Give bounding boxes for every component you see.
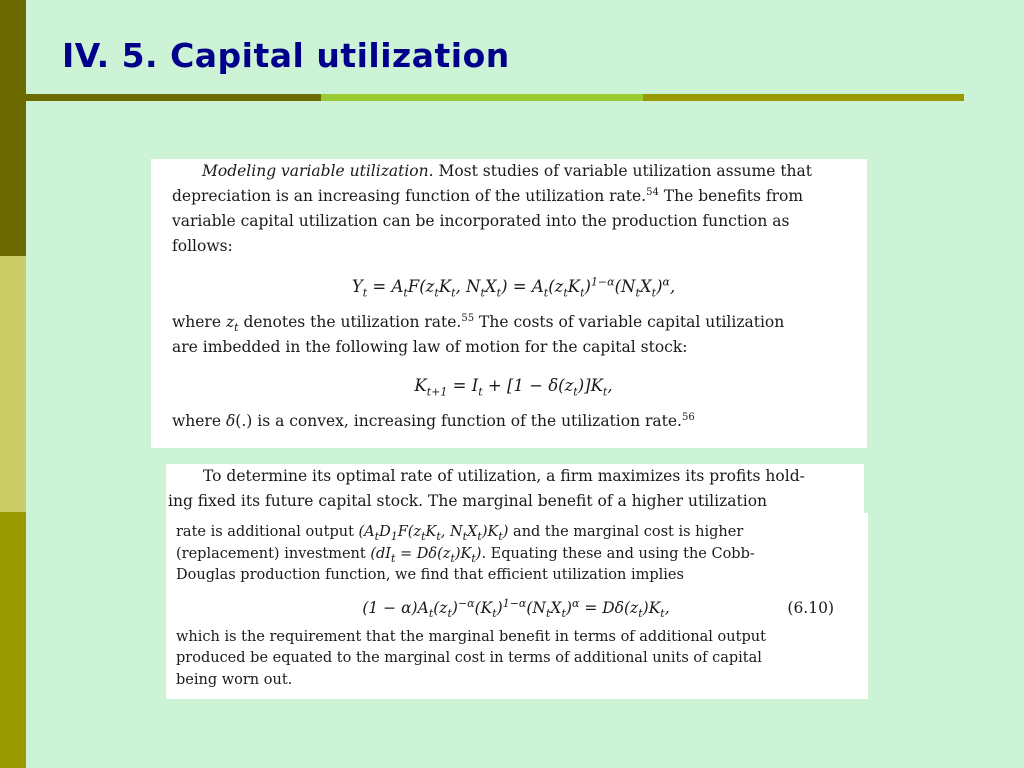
excerpt-optimal-rate (166, 464, 864, 514)
slide-title: IV. 5. Capital utilization (62, 36, 510, 75)
paragraph-line: ing fixed its future capital stock. The marginal benefit of a higher utilization (168, 492, 768, 510)
title-rule-mustard (643, 94, 964, 101)
paragraph-line: follows: (172, 237, 233, 255)
paragraph-line: variable capital utilization can be incorporated into the production function as (172, 212, 790, 230)
sidebar-band-mustard (0, 512, 26, 768)
title-rule-lime (321, 94, 643, 101)
excerpt-variable-utilization (151, 159, 867, 448)
equation-number: (6.10) (787, 598, 834, 617)
footnote-54: 54 (646, 186, 659, 198)
paragraph-line: being worn out. (176, 671, 293, 688)
equation-production-function: $Y_t = A_tF(z_tK_t$, $N_tX_t) = A_t(z_tK_t)^{1-\alpha}(N_tX_t)^\alpha$, (351, 275, 676, 300)
sidebar-stripe (0, 0, 26, 768)
equation-law-of-motion: $K_{t+1} = I_t + [1 - \delta(z_t)]K_t$, (414, 376, 613, 399)
paragraph-line: (replacement) investment $(dI_t = D\delta(z_t)K_t)$. Equating these and using the Cobb- (176, 545, 755, 565)
paragraph-lead: Modeling variable utilization. (202, 162, 434, 180)
sidebar-band-olive (0, 0, 26, 256)
equation-efficient-utilization: $(1 - \alpha)A_t(z_t)^{-\alpha}(K_t)^{1-\alpha}(N_tX_t)^\alpha = D\delta(z_t)K_t$, (6.10) (362, 596, 834, 620)
paragraph-line: rate is additional output ($A_tD_1F(z_tK_t$, $N_tX_t)K_t$) and the marginal cost is higher (176, 524, 744, 543)
paragraph-line: which is the requirement that the marginal benefit in terms of additional output (176, 628, 766, 645)
sidebar-band-khaki (0, 256, 26, 512)
paragraph-line: produced be equated to the marginal cost in terms of additional units of capital (176, 650, 762, 666)
footnote-56: 56 (681, 411, 695, 423)
paragraph-line: To determine its optimal rate of utilization, a firm maximizes its profits hold- (203, 467, 805, 485)
paragraph-line: depreciation is an increasing function of the utilization rate.$^{54}$ The benefits from (172, 186, 804, 205)
paragraph-line: are imbedded in the following law of motion for the capital stock: (172, 338, 688, 356)
paragraph-line: where $z_t$ denotes the utilization rate.$^{55}$ The costs of variable capital utilization (172, 312, 785, 335)
paragraph-line: where δ(.) is a convex, increasing function of the utilization rate.$^{56}$ (172, 411, 695, 430)
title-rule-olive (26, 94, 321, 101)
excerpt-efficient-utilization (166, 513, 868, 699)
footnote-55: 55 (461, 312, 475, 324)
paragraph-modeling: Modeling variable utilization. Most studies of variable utilization assume that (202, 162, 812, 180)
paragraph-line: Douglas production function, we find that efficient utilization implies (176, 567, 684, 583)
